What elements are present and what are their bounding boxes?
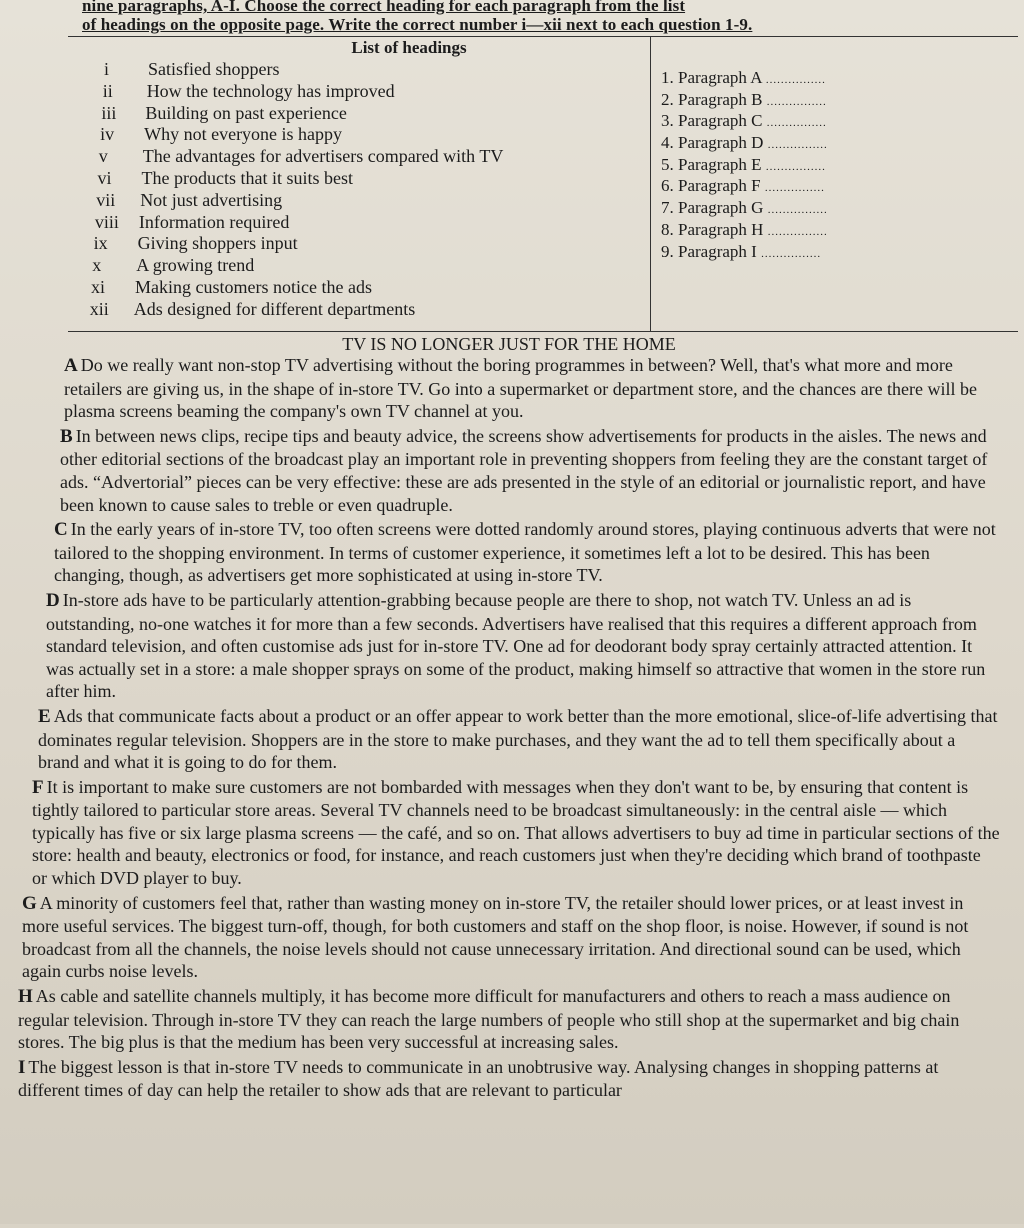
paragraph-text: In the early years of in-store TV, too often screens were dotted randomly around stores, playing continuous adverts that were not tailored to the shopping environment. In terms of customer experience, it sometimes left a lot to be desired. This has been changing, though, as advertisers get more sophisticated at using in-store TV.	[54, 519, 996, 586]
paragraph-letter: C	[54, 519, 68, 541]
paragraph-text: The biggest lesson is that in-store TV needs to communicate in an unobtrusive way. Analysing changes in shopping patterns at different times of day can help the retailer to show ads that are relevant to particular	[18, 1056, 939, 1101]
question-item	[661, 132, 1018, 154]
instructions-line-2: of headings on the opposite page. Write the correct number i—xii next to each question 1-9.	[82, 15, 753, 34]
answer-blank[interactable]: ................	[761, 247, 822, 260]
paragraph-text: Do we really want non-stop TV advertising without the boring programmes in between? Well, that's what more and more retailers are giving us, in the shape of in-store TV. Go into a supermarket or department store, and the chances are there will be plasma screens beaming the company's own TV channel at you.	[64, 355, 978, 422]
answer-blank[interactable]: ................	[765, 74, 826, 86]
heading-number: v	[98, 146, 108, 167]
question-item	[661, 197, 1018, 219]
answer-blank[interactable]: ................	[767, 139, 828, 152]
question-label: 8. Paragraph H	[661, 219, 764, 239]
paragraph-g	[18, 892, 1000, 983]
paragraph-letter: H	[18, 986, 33, 1008]
heading-number: vi	[97, 167, 112, 188]
heading-item	[77, 146, 650, 168]
heading-number: viii	[94, 211, 119, 232]
paragraph-h	[18, 985, 1000, 1054]
question-label: 6. Paragraph F	[661, 176, 761, 196]
heading-text: How the technology has improved	[146, 80, 395, 101]
paragraph-letter: I	[18, 1056, 26, 1078]
heading-text: The products that it suits best	[141, 167, 353, 188]
paragraph-text: In-store ads have to be particularly attention-grabbing because people are there to shop, not watch TV. Unless an ad is outstanding, no-one watches it for more than a few seconds. Advertisers have realised that this requires a different approach from standard television, and often customise ads just for in-store TV. One ad for deodorant body spray certainly attracted attention. It was actually set in a store: a male shopper sprays on some of the product, making himself so attractive that women in the store run after him.	[46, 589, 986, 702]
question-label: 5. Paragraph E	[661, 154, 762, 174]
question-item	[661, 110, 1018, 132]
headings-list	[68, 37, 651, 331]
heading-number: i	[104, 59, 110, 79]
heading-item	[70, 255, 650, 277]
heading-number: vii	[96, 189, 116, 210]
question-item	[661, 241, 1018, 263]
question-label: 2. Paragraph B	[661, 89, 763, 109]
answer-blank[interactable]: ................	[764, 182, 825, 195]
paragraph-i	[18, 1056, 1000, 1102]
paragraph-f	[18, 776, 1000, 890]
paragraph-letter: G	[22, 892, 37, 914]
paragraph-text: Ads that communicate facts about a product or an offer appear to work better than the more emotional, slice-of-life advertising that dominates regular television. Shoppers are in the store to make purchases, and they want the ad to tell them specifically about a brand and what it is going to do for them.	[38, 705, 998, 773]
answer-blank[interactable]: ................	[767, 204, 828, 217]
question-label: 9. Paragraph I	[661, 241, 757, 261]
question-item	[661, 219, 1018, 241]
heading-item	[81, 81, 650, 103]
heading-item	[79, 103, 650, 125]
answer-blank[interactable]: ................	[765, 160, 826, 173]
article-body	[18, 354, 1000, 1102]
answer-blank[interactable]: ................	[766, 117, 827, 130]
questions-list	[651, 37, 1018, 331]
article-title: TV IS NO LONGER JUST FOR THE HOME	[342, 334, 676, 354]
heading-text: Not just advertising	[140, 189, 283, 210]
heading-text: Giving shoppers input	[137, 233, 298, 254]
heading-text: Information required	[138, 211, 290, 232]
heading-text: Building on past experience	[145, 102, 347, 123]
paragraph-a	[18, 354, 1000, 423]
heading-item	[72, 233, 650, 255]
heading-number: iii	[101, 102, 117, 123]
heading-number: xi	[91, 276, 106, 297]
heading-text: Why not everyone is happy	[144, 124, 343, 145]
heading-item	[82, 59, 650, 81]
paragraph-letter: D	[46, 589, 60, 611]
heading-item	[69, 277, 650, 299]
heading-item	[78, 124, 650, 146]
heading-number: xii	[89, 298, 109, 319]
question-item	[661, 154, 1018, 176]
headings-title: List of headings	[351, 38, 467, 57]
heading-text: Satisfied shoppers	[148, 59, 280, 79]
instructions	[18, 0, 1000, 34]
answer-blank[interactable]: ................	[766, 95, 827, 108]
heading-text: A growing trend	[136, 255, 255, 276]
question-item	[661, 89, 1018, 111]
paragraph-c	[18, 518, 1000, 587]
paragraph-letter: B	[60, 425, 73, 447]
question-item	[661, 175, 1018, 197]
paragraph-text: A minority of customers feel that, rather than wasting money on in-store TV, the retailer should lower prices, or at least invest in more useful services. The biggest turn-off, though, for both customers and staff on the shop floor, is noise. However, if sound is not broadcast from all the channels, the noise levels should not cause unnecessary irritation. And directional sound can be used, which again curbs noise levels.	[22, 892, 969, 982]
question-label: 4. Paragraph D	[661, 133, 764, 153]
paragraph-letter: A	[64, 355, 78, 376]
paragraph-b	[18, 425, 1000, 516]
heading-item	[74, 190, 650, 212]
question-label: 7. Paragraph G	[661, 198, 764, 218]
heading-item	[73, 212, 650, 234]
question-label: 1. Paragraph A	[661, 68, 762, 87]
paragraph-text: In between news clips, recipe tips and beauty advice, the screens show advertisements for products in the aisles. The news and other editorial sections of the broadcast play an important role in preventing shoppers from feeling they are the constant target of ads. “Advertorial” pieces can be very effective: these are ads presented in the style of an editorial or journalistic report, and have been known to cause sales to treble or even quadruple.	[60, 425, 988, 515]
paragraph-text: As cable and satellite channels multiply, it has become more difficult for manufacturers and others to reach a mass audience on regular television. Through in-store TV they can reach the large numbers of people who still shop at the supermarket and big chain stores. The big plus is that the medium has been very successful at increasing sales.	[18, 986, 960, 1053]
answer-blank[interactable]: ................	[767, 225, 828, 238]
heading-number: ii	[102, 80, 113, 101]
paragraph-letter: E	[38, 705, 51, 727]
question-label: 3. Paragraph C	[661, 111, 763, 131]
heading-text: Ads designed for different departments	[133, 298, 416, 319]
heading-number: ix	[93, 233, 108, 254]
paragraph-text: It is important to make sure customers are not bombarded with messages when they don't want to be, by ensuring that content is tightly tailored to particular store areas. Several TV channels need to be broadcast simultaneously: in the central aisle — which typically has five or six large plasma screens — the café, and so on. That allows advertisers to buy ad time in particular sections of the store: health and beauty, electronics or food, for instance, and reach customers just when they're deciding which brand of toothpaste or which DVD player to buy.	[32, 776, 1000, 889]
heading-item	[68, 299, 650, 321]
heading-number: x	[92, 255, 102, 276]
paragraph-d	[18, 589, 1000, 703]
heading-text: The advantages for advertisers compared with TV	[142, 146, 504, 167]
headings-table	[68, 36, 1018, 332]
paragraph-e	[18, 705, 1000, 774]
paragraph-letter: F	[32, 776, 44, 798]
question-item	[661, 67, 1018, 89]
heading-item	[76, 168, 651, 190]
heading-number: iv	[100, 124, 115, 145]
instructions-line-1: nine paragraphs, A-I. Choose the correct heading for each paragraph from the list	[82, 0, 686, 15]
heading-text: Making customers notice the ads	[135, 276, 372, 297]
